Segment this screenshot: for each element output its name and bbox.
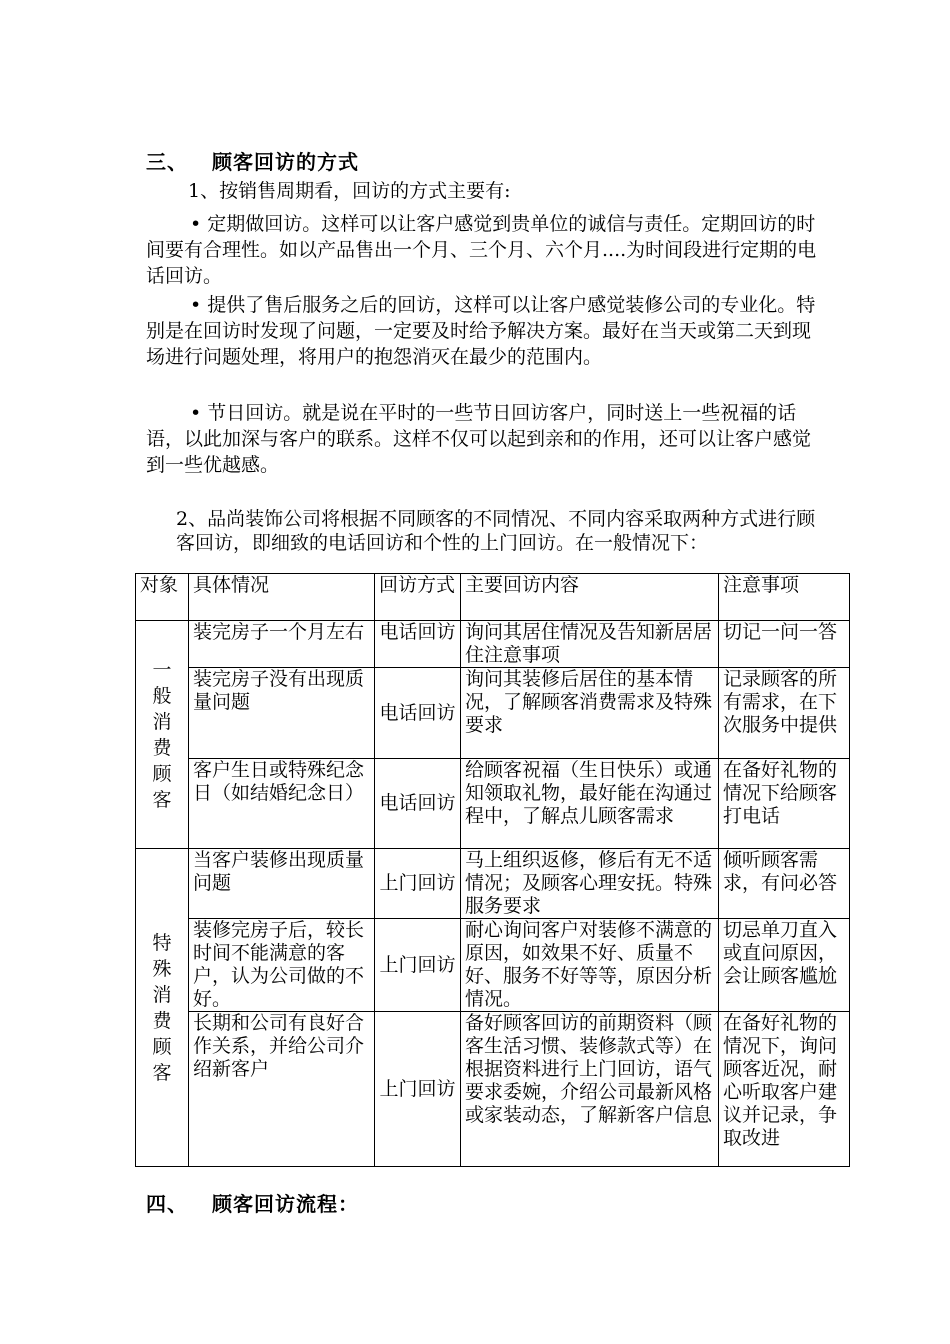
cell-situation: 装完房子一个月左右 bbox=[189, 621, 375, 668]
bullet-text: • 定期做回访。这样可以让客户感觉到贵单位的诚信与责任。定期回访的时间要有合理性。如以产品售出一个月、三个月、六个月....为时间段进行定期的电话回访。 bbox=[146, 213, 817, 287]
cell-method: 上门回访 bbox=[375, 919, 461, 1012]
header-note: 注意事项 bbox=[719, 574, 850, 621]
group-label-text: 特殊消费顾客 bbox=[152, 931, 172, 1084]
cell-situation: 装完房子没有出现质量问题 bbox=[189, 668, 375, 759]
section-4-title: 顾客回访流程： bbox=[212, 1192, 359, 1216]
table-row bbox=[136, 759, 850, 849]
subsection-2-intro bbox=[176, 507, 824, 555]
header-content: 主要回访内容 bbox=[461, 574, 719, 621]
bullet-text: • 提供了售后服务之后的回访，这样可以让客户感觉装修公司的专业化。特别是在回访时发现了问题，一定要及时给予解决方案。最好在当天或第二天到现场进行问题处理，将用户的抱怨消灭在最少的范围内。 bbox=[146, 294, 816, 368]
table-row bbox=[136, 919, 850, 1012]
cell-method: 电话回访 bbox=[375, 621, 461, 668]
section-4-number: 四、 bbox=[146, 1192, 188, 1216]
section-4-heading bbox=[146, 1188, 359, 1217]
cell-situation: 装修完房子后，较长时间不能满意的客户，认为公司做的不好。 bbox=[189, 919, 375, 1012]
bullet-periodic-visit bbox=[146, 211, 818, 289]
cell-content: 耐心询问客户对装修不满意的原因，如效果不好、质量不好、服务不好等等，原因分析情况。 bbox=[461, 919, 719, 1012]
table-row bbox=[136, 849, 850, 919]
cell-note: 切记一问一答 bbox=[719, 621, 850, 668]
group-label-special bbox=[136, 849, 189, 1167]
cell-method: 电话回访 bbox=[375, 759, 461, 849]
cell-note: 在备好礼物的情况下，询问顾客近况，耐心听取客户建议并记录，争取改进 bbox=[719, 1012, 850, 1167]
table-header-row bbox=[136, 574, 850, 621]
cell-content: 给顾客祝福（生日快乐）或通知领取礼物，最好能在沟通过程中，了解点儿顾客需求 bbox=[461, 759, 719, 849]
table-row bbox=[136, 668, 850, 759]
subsection-1-text: 1、按销售周期看，回访的方式主要有: bbox=[188, 180, 511, 202]
bullet-after-service-visit bbox=[146, 292, 818, 370]
section-3-heading bbox=[146, 146, 359, 175]
bullet-holiday-visit bbox=[146, 400, 818, 478]
section-3-number: 三、 bbox=[146, 150, 188, 174]
group-label-general bbox=[136, 621, 189, 849]
cell-note: 切忌单刀直入或直问原因，会让顾客尴尬 bbox=[719, 919, 850, 1012]
cell-content: 询问其居住情况及告知新居居住注意事项 bbox=[461, 621, 719, 668]
group-label-text: 一般消费顾客 bbox=[152, 658, 172, 811]
table-row bbox=[136, 621, 850, 668]
subsection-1-intro bbox=[188, 178, 828, 204]
cell-situation: 客户生日或特殊纪念日（如结婚纪念日） bbox=[189, 759, 375, 849]
header-situation: 具体情况 bbox=[189, 574, 375, 621]
cell-method: 上门回访 bbox=[375, 849, 461, 919]
cell-situation: 当客户装修出现质量问题 bbox=[189, 849, 375, 919]
header-object: 对象 bbox=[136, 574, 189, 621]
cell-content: 备好顾客回访的前期资料（顾客生活习惯、装修款式等）在根据资料进行上门回访，语气要求委婉，介绍公司最新风格或家装动态，了解新客户信息 bbox=[461, 1012, 719, 1167]
cell-note: 在备好礼物的情况下给顾客打电话 bbox=[719, 759, 850, 849]
visit-method-table bbox=[135, 573, 850, 1167]
cell-note: 倾听顾客需求，有问必答 bbox=[719, 849, 850, 919]
cell-note: 记录顾客的所有需求，在下次服务中提供 bbox=[719, 668, 850, 759]
bullet-text: • 节日回访。就是说在平时的一些节日回访客户，同时送上一些祝福的话语，以此加深与客户的联系。这样不仅可以起到亲和的作用，还可以让客户感觉到一些优越感。 bbox=[146, 402, 812, 476]
section-3-title: 顾客回访的方式 bbox=[212, 150, 359, 174]
header-method: 回访方式 bbox=[375, 574, 461, 621]
cell-method: 电话回访 bbox=[375, 668, 461, 759]
cell-situation: 长期和公司有良好合作关系，并给公司介绍新客户 bbox=[189, 1012, 375, 1167]
cell-content: 马上组织返修，修后有无不适情况；及顾客心理安抚。特殊服务要求 bbox=[461, 849, 719, 919]
cell-method: 上门回访 bbox=[375, 1012, 461, 1167]
cell-content: 询问其装修后居住的基本情况，了解顾客消费需求及特殊要求 bbox=[461, 668, 719, 759]
table-row bbox=[136, 1012, 850, 1167]
subsection-2-text: 2、品尚装饰公司将根据不同顾客的不同情况、不同内容采取两种方式进行顾客回访，即细致的电话回访和个性的上门回访。在一般情况下： bbox=[176, 508, 816, 554]
